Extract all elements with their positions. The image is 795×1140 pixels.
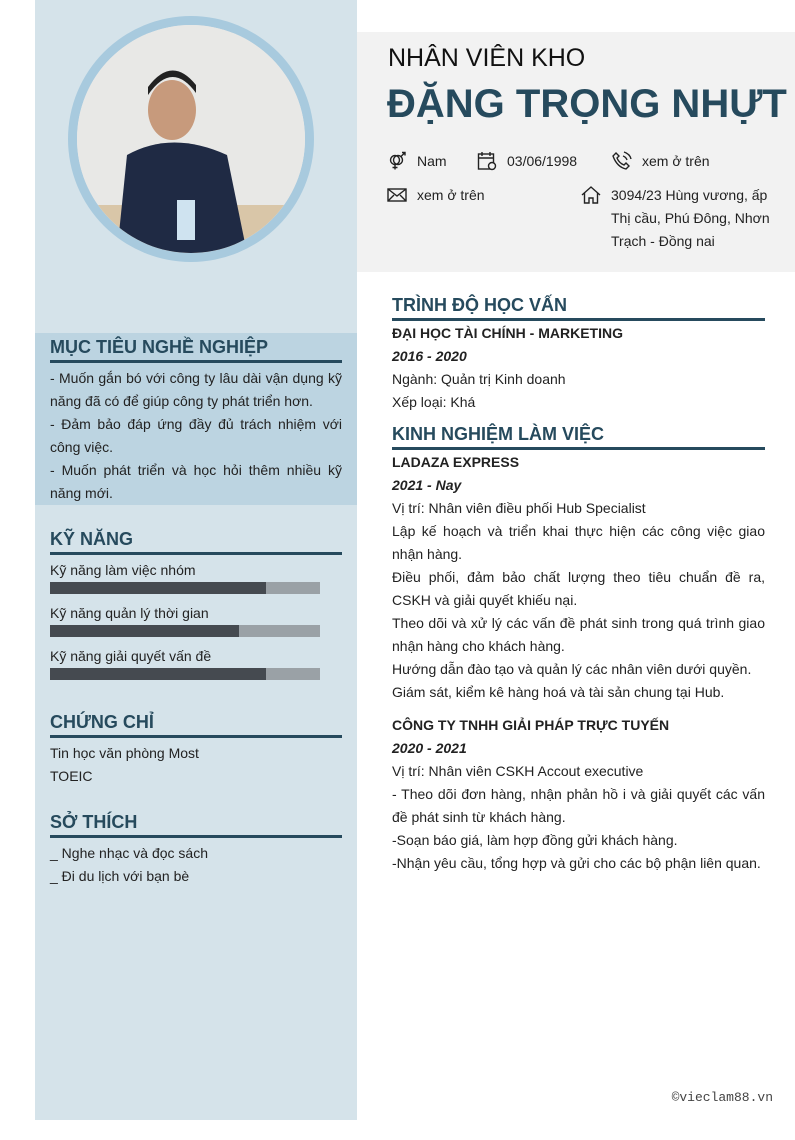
school-name: ĐẠI HỌC TÀI CHÍNH - MARKETING (392, 325, 623, 341)
job-line: Vị trí: Nhân viên điều phối Hub Specialist (392, 500, 646, 516)
job-line: Vị trí: Nhân viên CSKH Accout executive (392, 763, 644, 779)
education-major: Ngành: Quản trị Kinh doanh (392, 371, 566, 387)
education-content (392, 322, 765, 414)
skill-label: Kỹ năng giải quyết vấn đề (50, 648, 212, 664)
objective-line: - Muốn gắn bó với công ty lâu dài vận dụng kỹ năng đã có để giúp công ty phát triển hơn. (50, 370, 342, 409)
objective-heading: MỤC TIÊU NGHỀ NGHIỆP (50, 337, 342, 363)
objective-text (50, 367, 342, 505)
hobby-item: _ Đi du lịch với bạn bè (50, 868, 190, 884)
objective-line: - Muốn phát triển và học hỏi thêm nhiều kỹ năng mới. (50, 462, 342, 501)
candidate-name: ĐẶNG TRỌNG NHỰT (387, 82, 787, 126)
gender-icon (387, 151, 407, 171)
job-line: Giám sát, kiểm kê hàng hoá và tài sản chung tại Hub. (392, 684, 725, 700)
hobbies-heading: SỞ THÍCH (50, 812, 342, 838)
home-icon (581, 185, 601, 205)
company-name: CÔNG TY TNHH GIẢI PHÁP TRỰC TUYẾN (392, 717, 670, 733)
job-line: -Nhận yêu cầu, tổng hợp và gửi cho các bộ phận liên quan. (392, 855, 761, 871)
job-line: Hướng dẫn đào tạo và quản lý các nhân viên dưới quyền. (392, 661, 752, 677)
skill-bar (50, 582, 320, 594)
phone-info (612, 150, 710, 173)
cert-item: Tin học văn phòng Most (50, 745, 199, 761)
email-info (387, 184, 485, 207)
job-line: Điều phối, đảm bảo chất lượng theo tiêu chuẩn đề ra, CSKH và giải quyết khiếu nại. (392, 569, 765, 608)
cert-item: TOEIC (50, 768, 93, 784)
calendar-icon (477, 151, 497, 171)
birthday-value: 03/06/1998 (507, 153, 578, 169)
job-line: Lập kế hoạch và triển khai thực hiện các công việc giao nhận hàng. (392, 523, 765, 562)
skill-bar-fill (50, 625, 239, 637)
email-icon (387, 185, 407, 205)
job-period: 2020 - 2021 (392, 740, 467, 756)
experience-heading: KINH NGHIỆM LÀM VIỆC (392, 424, 765, 450)
gender-value: Nam (417, 153, 447, 169)
job-title: NHÂN VIÊN KHO (388, 44, 586, 72)
job-line: -Soạn báo giá, làm hợp đồng gửi khách hàng. (392, 832, 678, 848)
certs-heading: CHỨNG CHỈ (50, 712, 342, 738)
skill-label: Kỹ năng quản lý thời gian (50, 605, 209, 621)
address-value: 3094/23 Hùng vương, ấp Thị cầu, Phú Đông, Nhơn Trạch - Đồng nai (611, 187, 770, 249)
objective-line: - Đảm bảo đáp ứng đầy đủ trách nhiệm với công việc. (50, 416, 342, 455)
education-heading: TRÌNH ĐỘ HỌC VẤN (392, 295, 765, 321)
skill-bar-fill (50, 668, 266, 680)
job-entry (392, 714, 765, 875)
job-period: 2021 - Nay (392, 477, 462, 493)
company-name: LADAZA EXPRESS (392, 454, 520, 470)
job-entry (392, 451, 765, 704)
skill-bar (50, 625, 320, 637)
phone-icon (612, 151, 632, 171)
gender-info (387, 150, 447, 173)
phone-value: xem ở trên (642, 153, 710, 169)
hobby-item: _ Nghe nhạc và đọc sách (50, 845, 208, 861)
footer-watermark: ©vieclam88.vn (671, 1090, 773, 1105)
birthday-info (477, 150, 577, 173)
certs-list (50, 742, 199, 788)
skills-heading: KỸ NĂNG (50, 529, 342, 555)
profile-photo (68, 16, 314, 262)
job-line: - Theo dõi đơn hàng, nhận phản hồ i và giải quyết các vấn đề phát sinh từ khách hàng. (392, 786, 765, 825)
job-line: Theo dõi và xử lý các vấn đề phát sinh trong quá trình giao nhận hàng cho khách hàng. (392, 615, 765, 654)
education-period: 2016 - 2020 (392, 348, 467, 364)
skill-label: Kỹ năng làm việc nhóm (50, 562, 196, 578)
education-grade: Xếp loại: Khá (392, 394, 476, 410)
address-info (581, 184, 771, 253)
email-value: xem ở trên (417, 187, 485, 203)
skill-bar (50, 668, 320, 680)
skill-bar-fill (50, 582, 266, 594)
hobbies-list (50, 842, 208, 888)
